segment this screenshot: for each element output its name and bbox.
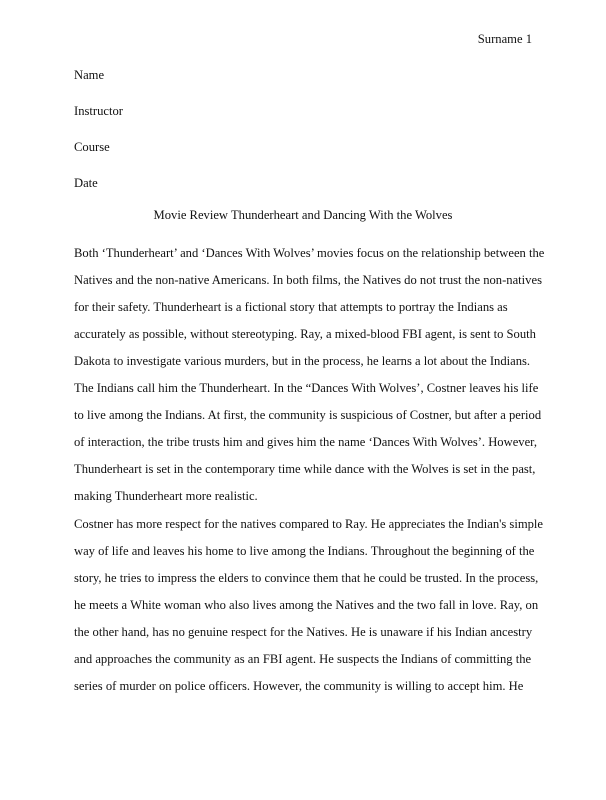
paragraph-line: way of life and leaves his home to live among the Indians. Throughout the beginning of the [74,544,535,558]
paragraph-line: Natives and the non-native Americans. In both films, the Natives do not trust the non-natives [74,273,542,287]
paragraph-line: Both ‘Thunderheart’ and ‘Dances With Wolves’ movies focus on the relationship between the [74,246,545,260]
paragraph-line: he meets a White woman who also lives among the Natives and the two fall in love. Ray, on [74,598,539,612]
page-header-surname: Surname 1 [477,32,532,46]
paragraph-line: for their safety. Thunderheart is a fictional story that attempts to portray the Indians as [74,300,508,314]
paragraph-line: Costner has more respect for the natives compared to Ray. He appreciates the Indian's simple [74,517,544,531]
paragraph-line: making Thunderheart more realistic. [74,489,258,503]
heading-course: Course [74,140,110,154]
paragraph-line: of interaction, the tribe trusts him and gives him the name ‘Dances With Wolves’. However, [74,435,538,449]
paragraph-line: to live among the Indians. At first, the community is suspicious of Costner, but after a period [74,408,542,422]
paragraph-line: Dakota to investigate various murders, but in the process, he learns a lot about the Indians. [74,354,531,368]
paragraph-1 [74,240,545,510]
paragraph-line: series of murder on police officers. However, the community is willing to accept him. He [74,679,524,693]
heading-name: Name [74,68,105,82]
paragraph-line: The Indians call him the Thunderheart. In the “Dances With Wolves’, Costner leaves his life [74,381,539,395]
paragraph-line: accurately as possible, without stereotyping. Ray, a mixed-blood FBI agent, is sent to South [74,327,536,341]
paragraph-line: Thunderheart is set in the contemporary time while dance with the Wolves is set in the past, [74,462,536,476]
heading-instructor: Instructor [74,104,123,118]
paragraph-2 [74,511,544,700]
paragraph-line: the other hand, has no genuine respect for the Natives. He is unaware if his Indian ancestry [74,625,533,639]
paragraph-line: story, he tries to impress the elders to convince them that he could be trusted. In the process, [74,571,539,585]
paragraph-line: and approaches the community as an FBI agent. He suspects the Indians of committing the [74,652,532,666]
document-title: Movie Review Thunderheart and Dancing With the Wolves [153,208,453,222]
heading-date: Date [74,176,98,190]
